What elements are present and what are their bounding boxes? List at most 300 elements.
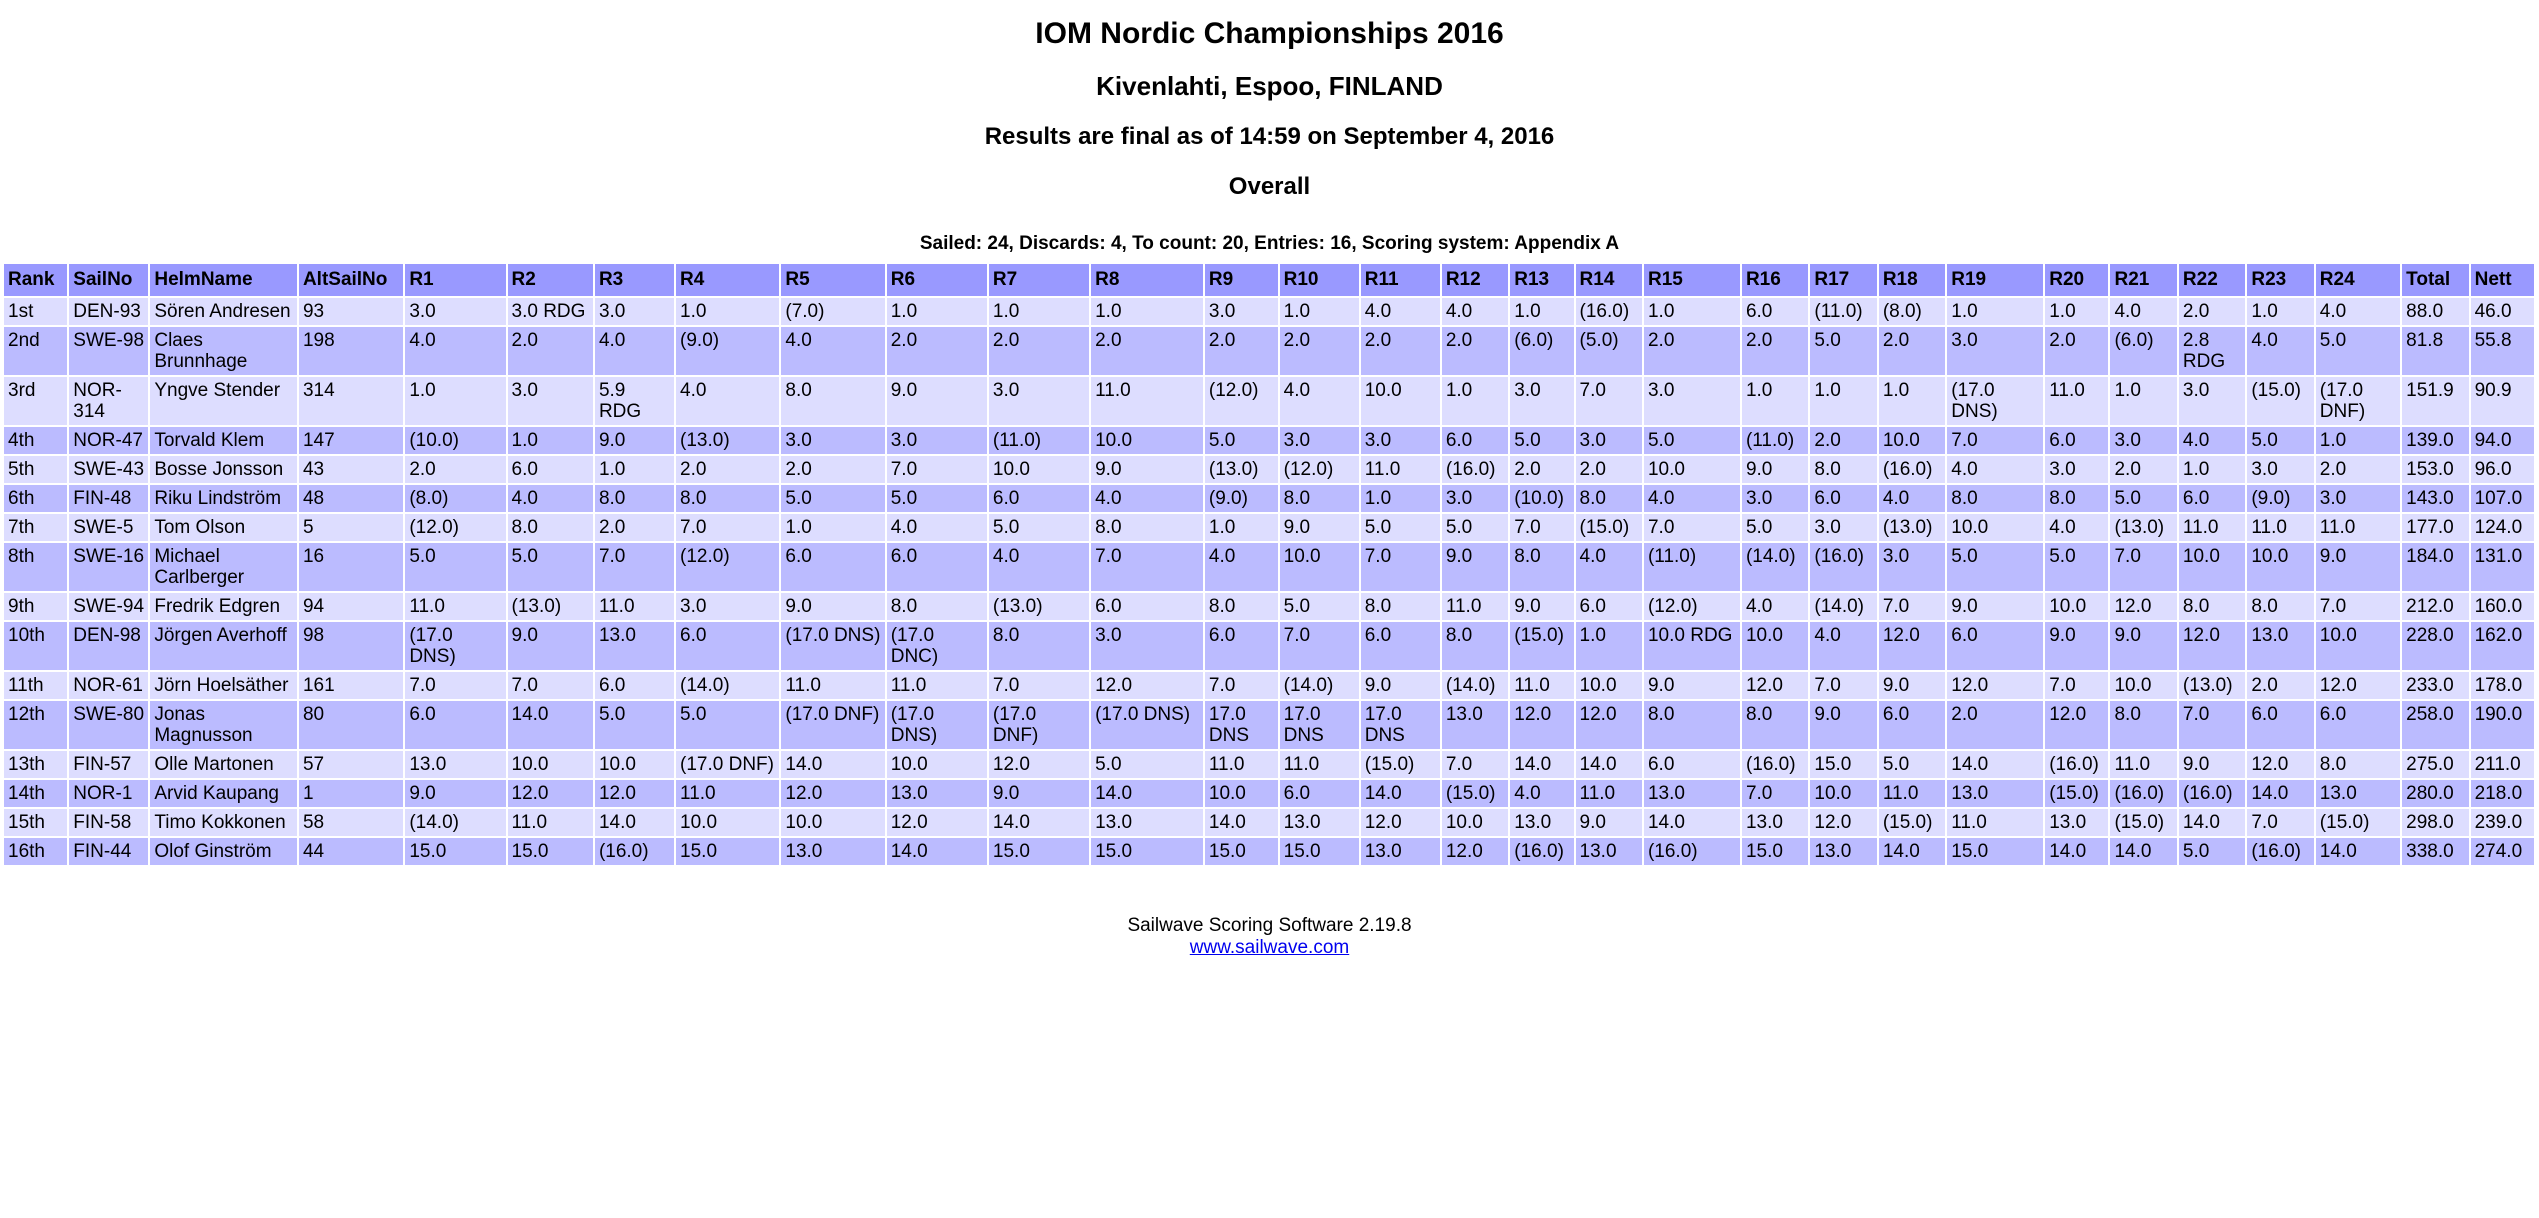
- cell-nett: 162.0: [2471, 622, 2534, 670]
- cell-sailno: FIN-58: [69, 809, 148, 836]
- cell-r4: (13.0): [676, 427, 779, 454]
- cell-r15: 6.0: [1644, 751, 1740, 778]
- cell-r24: 3.0: [2316, 485, 2400, 512]
- page-title: IOM Nordic Championships 2016: [1035, 17, 1504, 50]
- cell-r16: (16.0): [1742, 751, 1808, 778]
- cell-altsailno: 93: [299, 298, 403, 325]
- cell-r10: 11.0: [1280, 751, 1359, 778]
- cell-r16: 8.0: [1742, 701, 1808, 749]
- column-header-r14: R14: [1576, 264, 1642, 296]
- cell-r18: 6.0: [1879, 701, 1945, 749]
- cell-sailno: NOR-314: [69, 377, 148, 425]
- cell-r8: 8.0: [1091, 514, 1203, 541]
- cell-r2: 9.0: [508, 622, 593, 670]
- cell-helmname: Arvid Kaupang: [150, 780, 297, 807]
- column-header-r11: R11: [1361, 264, 1440, 296]
- table-row: [4, 593, 2534, 620]
- cell-helmname: Claes Brunnhage: [150, 327, 297, 375]
- cell-sailno: SWE-98: [69, 327, 148, 375]
- cell-r17: (11.0): [1810, 298, 1876, 325]
- cell-total: 258.0: [2402, 701, 2468, 749]
- cell-r1: 7.0: [405, 672, 505, 699]
- cell-r2: 3.0 RDG: [508, 298, 593, 325]
- cell-helmname: Torvald Klem: [150, 427, 297, 454]
- cell-r3: 10.0: [595, 751, 674, 778]
- cell-r21: 2.0: [2110, 456, 2176, 483]
- cell-r20: 7.0: [2045, 672, 2108, 699]
- cell-r20: 13.0: [2045, 809, 2108, 836]
- cell-r20: 12.0: [2045, 701, 2108, 749]
- cell-r6: 12.0: [887, 809, 987, 836]
- column-header-r9: R9: [1205, 264, 1278, 296]
- cell-r7: 6.0: [989, 485, 1089, 512]
- cell-r23: 1.0: [2247, 298, 2313, 325]
- cell-r17: 7.0: [1810, 672, 1876, 699]
- cell-r14: (15.0): [1576, 514, 1642, 541]
- cell-r3: 2.0: [595, 514, 674, 541]
- column-header-nett: Nett: [2471, 264, 2534, 296]
- cell-r9: 3.0: [1205, 298, 1278, 325]
- column-header-r17: R17: [1810, 264, 1876, 296]
- cell-r22: 14.0: [2179, 809, 2245, 836]
- software-credit: Sailwave Scoring Software 2.19.8: [1127, 915, 1412, 936]
- cell-r22: 2.0: [2179, 298, 2245, 325]
- column-header-altsailno: AltSailNo: [299, 264, 403, 296]
- cell-r7: 1.0: [989, 298, 1089, 325]
- cell-r14: 7.0: [1576, 377, 1642, 425]
- cell-altsailno: 198: [299, 327, 403, 375]
- cell-altsailno: 314: [299, 377, 403, 425]
- cell-r11: 9.0: [1361, 672, 1440, 699]
- cell-nett: 94.0: [2471, 427, 2534, 454]
- cell-r16: 9.0: [1742, 456, 1808, 483]
- column-header-r24: R24: [2316, 264, 2400, 296]
- cell-r21: 1.0: [2110, 377, 2176, 425]
- cell-r11: 14.0: [1361, 780, 1440, 807]
- cell-sailno: FIN-48: [69, 485, 148, 512]
- column-header-r20: R20: [2045, 264, 2108, 296]
- cell-r20: 9.0: [2045, 622, 2108, 670]
- cell-r14: 12.0: [1576, 701, 1642, 749]
- cell-nett: 46.0: [2471, 298, 2534, 325]
- cell-r19: 14.0: [1947, 751, 2043, 778]
- cell-total: 81.8: [2402, 327, 2468, 375]
- cell-r7: 10.0: [989, 456, 1089, 483]
- cell-r2: (13.0): [508, 593, 593, 620]
- cell-r8: 9.0: [1091, 456, 1203, 483]
- cell-r3: 8.0: [595, 485, 674, 512]
- table-row: [4, 427, 2534, 454]
- cell-r21: 3.0: [2110, 427, 2176, 454]
- cell-r21: (13.0): [2110, 514, 2176, 541]
- cell-rank: 14th: [4, 780, 67, 807]
- table-row: [4, 377, 2534, 425]
- cell-r14: 13.0: [1576, 838, 1642, 865]
- cell-r10: 2.0: [1280, 327, 1359, 375]
- cell-r11: 12.0: [1361, 809, 1440, 836]
- table-row: [4, 485, 2534, 512]
- cell-r13: (16.0): [1510, 838, 1573, 865]
- cell-nett: 190.0: [2471, 701, 2534, 749]
- cell-r13: 14.0: [1510, 751, 1573, 778]
- column-header-total: Total: [2402, 264, 2468, 296]
- column-header-r19: R19: [1947, 264, 2043, 296]
- cell-r8: 5.0: [1091, 751, 1203, 778]
- cell-r23: (9.0): [2247, 485, 2313, 512]
- cell-total: 151.9: [2402, 377, 2468, 425]
- cell-altsailno: 98: [299, 622, 403, 670]
- cell-r23: (15.0): [2247, 377, 2313, 425]
- cell-altsailno: 94: [299, 593, 403, 620]
- cell-r22: 6.0: [2179, 485, 2245, 512]
- cell-r4: 6.0: [676, 622, 779, 670]
- cell-r16: 3.0: [1742, 485, 1808, 512]
- cell-r6: 2.0: [887, 327, 987, 375]
- cell-altsailno: 43: [299, 456, 403, 483]
- column-header-r21: R21: [2110, 264, 2176, 296]
- cell-rank: 9th: [4, 593, 67, 620]
- cell-r7: 14.0: [989, 809, 1089, 836]
- cell-r18: 12.0: [1879, 622, 1945, 670]
- table-row: [4, 780, 2534, 807]
- table-row: [4, 838, 2534, 865]
- cell-r5: 5.0: [781, 485, 884, 512]
- cell-altsailno: 80: [299, 701, 403, 749]
- cell-helmname: Jörn Hoelsäther: [150, 672, 297, 699]
- cell-r1: 1.0: [405, 377, 505, 425]
- cell-r14: 2.0: [1576, 456, 1642, 483]
- cell-r12: (15.0): [1442, 780, 1508, 807]
- cell-r9: (13.0): [1205, 456, 1278, 483]
- cell-r15: 7.0: [1644, 514, 1740, 541]
- cell-r16: 13.0: [1742, 809, 1808, 836]
- cell-rank: 11th: [4, 672, 67, 699]
- cell-r4: 7.0: [676, 514, 779, 541]
- cell-helmname: Riku Lindström: [150, 485, 297, 512]
- sailwave-link[interactable]: www.sailwave.com: [1189, 937, 1350, 958]
- column-header-r8: R8: [1091, 264, 1203, 296]
- cell-r11: 10.0: [1361, 377, 1440, 425]
- cell-r10: 10.0: [1280, 543, 1359, 591]
- cell-r13: (10.0): [1510, 485, 1573, 512]
- cell-r17: 5.0: [1810, 327, 1876, 375]
- cell-r22: 1.0: [2179, 456, 2245, 483]
- cell-r10: 1.0: [1280, 298, 1359, 325]
- cell-nett: 55.8: [2471, 327, 2534, 375]
- cell-sailno: SWE-43: [69, 456, 148, 483]
- table-row: [4, 701, 2534, 749]
- cell-r10: 3.0: [1280, 427, 1359, 454]
- table-row: [4, 672, 2534, 699]
- cell-r19: 11.0: [1947, 809, 2043, 836]
- cell-r1: 9.0: [405, 780, 505, 807]
- cell-r18: 14.0: [1879, 838, 1945, 865]
- cell-r19: (17.0 DNS): [1947, 377, 2043, 425]
- cell-r18: (16.0): [1879, 456, 1945, 483]
- cell-r1: 3.0: [405, 298, 505, 325]
- cell-r24: 2.0: [2316, 456, 2400, 483]
- cell-r12: 12.0: [1442, 838, 1508, 865]
- cell-r15: (16.0): [1644, 838, 1740, 865]
- cell-r7: 12.0: [989, 751, 1089, 778]
- cell-r22: 8.0: [2179, 593, 2245, 620]
- cell-r3: (16.0): [595, 838, 674, 865]
- cell-r13: 3.0: [1510, 377, 1573, 425]
- cell-r14: 6.0: [1576, 593, 1642, 620]
- cell-r8: 1.0: [1091, 298, 1203, 325]
- cell-rank: 1st: [4, 298, 67, 325]
- cell-r17: (16.0): [1810, 543, 1876, 591]
- cell-r9: 6.0: [1205, 622, 1278, 670]
- cell-r10: 13.0: [1280, 809, 1359, 836]
- column-header-r10: R10: [1280, 264, 1359, 296]
- cell-r12: 9.0: [1442, 543, 1508, 591]
- cell-nett: 239.0: [2471, 809, 2534, 836]
- cell-r14: 10.0: [1576, 672, 1642, 699]
- column-header-r1: R1: [405, 264, 505, 296]
- cell-r9: 11.0: [1205, 751, 1278, 778]
- cell-r16: (14.0): [1742, 543, 1808, 591]
- cell-r1: 4.0: [405, 327, 505, 375]
- cell-r5: 11.0: [781, 672, 884, 699]
- cell-r21: 10.0: [2110, 672, 2176, 699]
- cell-r9: 15.0: [1205, 838, 1278, 865]
- cell-r11: 13.0: [1361, 838, 1440, 865]
- cell-altsailno: 44: [299, 838, 403, 865]
- cell-r12: 7.0: [1442, 751, 1508, 778]
- cell-r19: 4.0: [1947, 456, 2043, 483]
- cell-r9: 10.0: [1205, 780, 1278, 807]
- cell-r12: 4.0: [1442, 298, 1508, 325]
- cell-nett: 124.0: [2471, 514, 2534, 541]
- cell-r23: 5.0: [2247, 427, 2313, 454]
- cell-r19: 1.0: [1947, 298, 2043, 325]
- cell-r1: 6.0: [405, 701, 505, 749]
- cell-r14: 4.0: [1576, 543, 1642, 591]
- table-row: [4, 327, 2534, 375]
- cell-r10: 4.0: [1280, 377, 1359, 425]
- cell-r14: 9.0: [1576, 809, 1642, 836]
- cell-r2: 8.0: [508, 514, 593, 541]
- cell-r19: 12.0: [1947, 672, 2043, 699]
- cell-r18: (8.0): [1879, 298, 1945, 325]
- cell-r5: (17.0 DNS): [781, 622, 884, 670]
- cell-r11: 6.0: [1361, 622, 1440, 670]
- cell-r24: 8.0: [2316, 751, 2400, 778]
- cell-r22: 7.0: [2179, 701, 2245, 749]
- cell-r3: 6.0: [595, 672, 674, 699]
- cell-r8: 10.0: [1091, 427, 1203, 454]
- cell-sailno: NOR-61: [69, 672, 148, 699]
- cell-r8: 13.0: [1091, 809, 1203, 836]
- cell-r3: 12.0: [595, 780, 674, 807]
- cell-helmname: Olle Martonen: [150, 751, 297, 778]
- cell-sailno: NOR-47: [69, 427, 148, 454]
- cell-r5: 3.0: [781, 427, 884, 454]
- cell-r11: 11.0: [1361, 456, 1440, 483]
- series-summary: Sailed: 24, Discards: 4, To count: 20, Entries: 16, Scoring system: Appendix A: [919, 233, 1620, 254]
- cell-r10: 7.0: [1280, 622, 1359, 670]
- cell-r18: 10.0: [1879, 427, 1945, 454]
- table-row: [4, 809, 2534, 836]
- cell-r14: 14.0: [1576, 751, 1642, 778]
- cell-r16: 2.0: [1742, 327, 1808, 375]
- cell-r24: 5.0: [2316, 327, 2400, 375]
- cell-r15: (11.0): [1644, 543, 1740, 591]
- cell-r13: (15.0): [1510, 622, 1573, 670]
- cell-rank: 8th: [4, 543, 67, 591]
- cell-r6: 1.0: [887, 298, 987, 325]
- cell-r1: 11.0: [405, 593, 505, 620]
- cell-r21: 11.0: [2110, 751, 2176, 778]
- cell-r16: 1.0: [1742, 377, 1808, 425]
- cell-r16: 6.0: [1742, 298, 1808, 325]
- cell-r9: (9.0): [1205, 485, 1278, 512]
- cell-r7: 5.0: [989, 514, 1089, 541]
- column-header-r5: R5: [781, 264, 884, 296]
- cell-r7: (13.0): [989, 593, 1089, 620]
- column-header-r6: R6: [887, 264, 987, 296]
- cell-r6: 6.0: [887, 543, 987, 591]
- cell-r10: 8.0: [1280, 485, 1359, 512]
- cell-nett: 178.0: [2471, 672, 2534, 699]
- cell-r6: (17.0 DNC): [887, 622, 987, 670]
- column-header-r3: R3: [595, 264, 674, 296]
- cell-r21: 7.0: [2110, 543, 2176, 591]
- cell-r5: 8.0: [781, 377, 884, 425]
- cell-r12: 3.0: [1442, 485, 1508, 512]
- cell-r2: 6.0: [508, 456, 593, 483]
- cell-r17: 8.0: [1810, 456, 1876, 483]
- cell-rank: 12th: [4, 701, 67, 749]
- cell-nett: 211.0: [2471, 751, 2534, 778]
- cell-r20: (16.0): [2045, 751, 2108, 778]
- cell-helmname: Sören Andresen: [150, 298, 297, 325]
- cell-r17: 10.0: [1810, 780, 1876, 807]
- cell-r1: 15.0: [405, 838, 505, 865]
- cell-r20: 5.0: [2045, 543, 2108, 591]
- cell-r20: 2.0: [2045, 327, 2108, 375]
- cell-r6: 11.0: [887, 672, 987, 699]
- cell-r13: (6.0): [1510, 327, 1573, 375]
- cell-r15: 1.0: [1644, 298, 1740, 325]
- cell-r15: 3.0: [1644, 377, 1740, 425]
- cell-r7: 15.0: [989, 838, 1089, 865]
- cell-r21: 9.0: [2110, 622, 2176, 670]
- cell-r10: 9.0: [1280, 514, 1359, 541]
- cell-r24: 9.0: [2316, 543, 2400, 591]
- cell-r8: 14.0: [1091, 780, 1203, 807]
- cell-r3: 1.0: [595, 456, 674, 483]
- cell-r11: 3.0: [1361, 427, 1440, 454]
- cell-r9: 17.0 DNS: [1205, 701, 1278, 749]
- cell-r15: 10.0: [1644, 456, 1740, 483]
- cell-r5: 1.0: [781, 514, 884, 541]
- cell-helmname: Fredrik Edgren: [150, 593, 297, 620]
- cell-r20: (15.0): [2045, 780, 2108, 807]
- column-header-sailno: SailNo: [69, 264, 148, 296]
- cell-r2: 3.0: [508, 377, 593, 425]
- cell-r3: 13.0: [595, 622, 674, 670]
- cell-r23: 6.0: [2247, 701, 2313, 749]
- cell-r6: 4.0: [887, 514, 987, 541]
- cell-r9: 5.0: [1205, 427, 1278, 454]
- cell-r12: (14.0): [1442, 672, 1508, 699]
- column-header-r13: R13: [1510, 264, 1573, 296]
- cell-r13: 5.0: [1510, 427, 1573, 454]
- cell-r13: 12.0: [1510, 701, 1573, 749]
- cell-r21: 12.0: [2110, 593, 2176, 620]
- cell-r18: 1.0: [1879, 377, 1945, 425]
- cell-r7: (17.0 DNF): [989, 701, 1089, 749]
- cell-r23: 10.0: [2247, 543, 2313, 591]
- cell-r18: 11.0: [1879, 780, 1945, 807]
- table-header-row: [4, 264, 2534, 296]
- cell-r24: 1.0: [2316, 427, 2400, 454]
- cell-helmname: Jörgen Averhoff: [150, 622, 297, 670]
- cell-nett: 274.0: [2471, 838, 2534, 865]
- table-row: [4, 622, 2534, 670]
- cell-r6: 3.0: [887, 427, 987, 454]
- cell-r4: 11.0: [676, 780, 779, 807]
- cell-r15: 14.0: [1644, 809, 1740, 836]
- cell-r3: 14.0: [595, 809, 674, 836]
- cell-r23: 4.0: [2247, 327, 2313, 375]
- cell-rank: 6th: [4, 485, 67, 512]
- cell-r6: 14.0: [887, 838, 987, 865]
- cell-r17: 3.0: [1810, 514, 1876, 541]
- cell-rank: 4th: [4, 427, 67, 454]
- cell-rank: 15th: [4, 809, 67, 836]
- cell-r15: 13.0: [1644, 780, 1740, 807]
- cell-r24: 11.0: [2316, 514, 2400, 541]
- cell-r9: 14.0: [1205, 809, 1278, 836]
- cell-rank: 2nd: [4, 327, 67, 375]
- cell-r6: 8.0: [887, 593, 987, 620]
- cell-r17: 12.0: [1810, 809, 1876, 836]
- cell-r5: 13.0: [781, 838, 884, 865]
- cell-r14: (16.0): [1576, 298, 1642, 325]
- cell-r20: 14.0: [2045, 838, 2108, 865]
- cell-sailno: NOR-1: [69, 780, 148, 807]
- cell-r8: 15.0: [1091, 838, 1203, 865]
- cell-r24: (17.0 DNF): [2316, 377, 2400, 425]
- column-header-helmname: HelmName: [150, 264, 297, 296]
- cell-r8: (17.0 DNS): [1091, 701, 1203, 749]
- cell-sailno: FIN-57: [69, 751, 148, 778]
- cell-r15: 10.0 RDG: [1644, 622, 1740, 670]
- cell-r15: (12.0): [1644, 593, 1740, 620]
- cell-r6: 13.0: [887, 780, 987, 807]
- cell-r9: 2.0: [1205, 327, 1278, 375]
- cell-r1: (8.0): [405, 485, 505, 512]
- results-status-heading: Results are final as of 14:59 on September 4, 2016: [984, 123, 1555, 150]
- cell-r16: (11.0): [1742, 427, 1808, 454]
- cell-r15: 2.0: [1644, 327, 1740, 375]
- footer: [0, 915, 2539, 959]
- cell-r20: 10.0: [2045, 593, 2108, 620]
- cell-r12: 1.0: [1442, 377, 1508, 425]
- column-header-r12: R12: [1442, 264, 1508, 296]
- cell-rank: 10th: [4, 622, 67, 670]
- cell-r8: 2.0: [1091, 327, 1203, 375]
- cell-rank: 7th: [4, 514, 67, 541]
- cell-r10: (14.0): [1280, 672, 1359, 699]
- cell-r6: (17.0 DNS): [887, 701, 987, 749]
- cell-r11: 4.0: [1361, 298, 1440, 325]
- cell-r19: 15.0: [1947, 838, 2043, 865]
- cell-r4: 8.0: [676, 485, 779, 512]
